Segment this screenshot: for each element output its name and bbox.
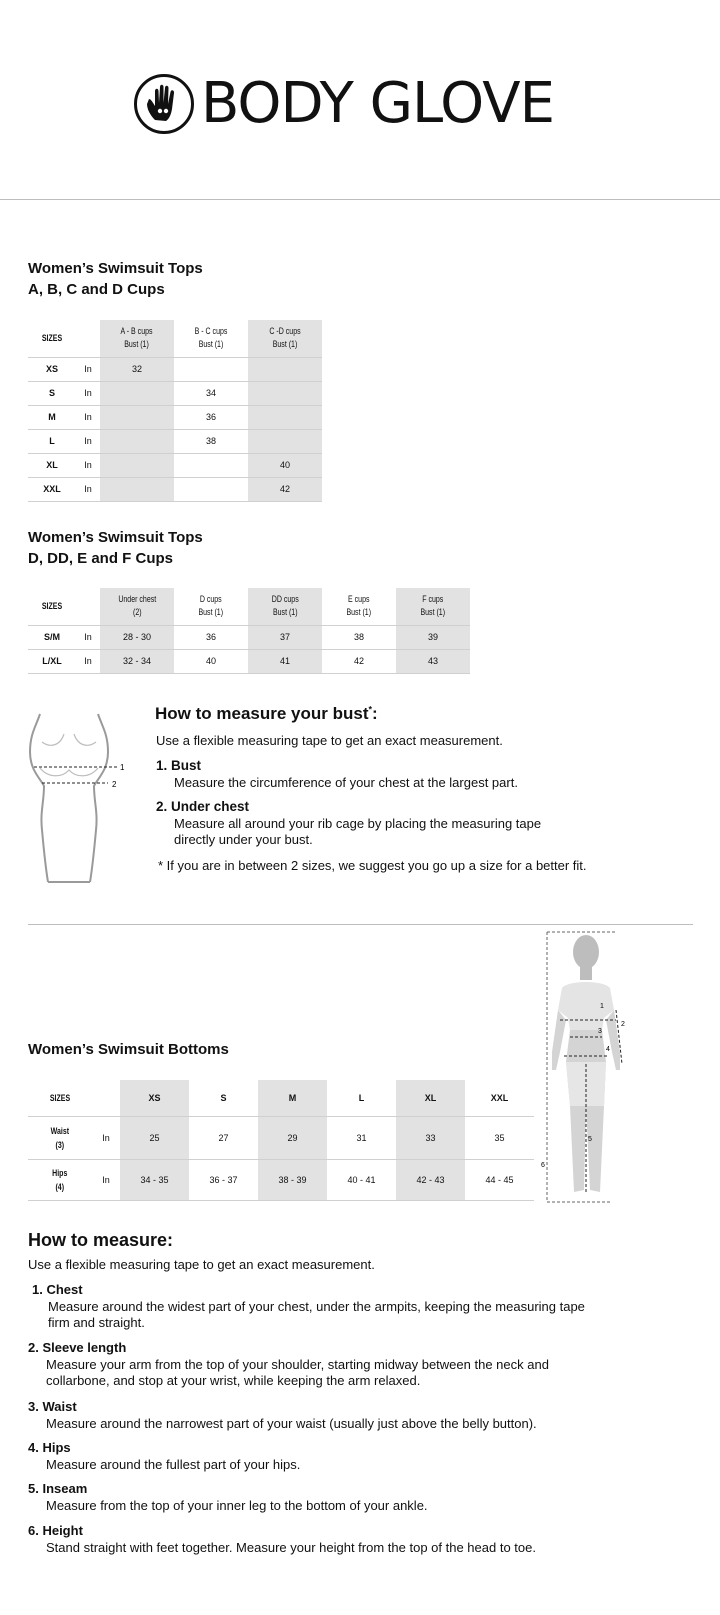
col-header-line1: Under chest	[118, 594, 156, 605]
value-cell: 32	[100, 357, 174, 381]
bust-guide-intro: Use a flexible measuring tape to get an exact measurement.	[156, 733, 503, 748]
value-cell: 39	[396, 625, 470, 649]
value-cell	[248, 429, 322, 453]
value-cell: 38 - 39	[258, 1159, 327, 1200]
tops-df-title	[28, 527, 203, 569]
size-col-header: L	[358, 1092, 365, 1103]
unit-cell: In	[76, 649, 100, 673]
table-row	[28, 429, 322, 453]
measure-step-text: Measure around the narrowest part of your waist (usually just above the belly button).	[46, 1416, 537, 1431]
value-cell: 35	[465, 1116, 534, 1159]
value-cell	[100, 477, 174, 501]
tops-ad-title-line1: Women’s Swimsuit Tops	[28, 260, 203, 277]
tops-df-title-line2: D, DD, E and F Cups	[28, 550, 174, 567]
body-mark-2: 2	[621, 1021, 625, 1028]
value-cell: 42	[248, 477, 322, 501]
value-cell: 25	[120, 1116, 189, 1159]
unit-cell: In	[76, 405, 100, 429]
value-cell: 36	[174, 625, 248, 649]
brand-name: BODY GLOVE	[201, 71, 554, 136]
bust-figure	[26, 712, 136, 884]
size-col-header: XL	[396, 1080, 465, 1116]
col-header-line2: Bust (1)	[420, 607, 446, 618]
measure-step-title: 6. Height	[28, 1523, 83, 1538]
tops-df-table	[28, 588, 470, 674]
table-row	[28, 649, 470, 673]
bust-heading-text: How to measure your bust	[155, 704, 369, 723]
value-cell: 42	[322, 649, 396, 673]
bust-heading-mark: *	[368, 704, 372, 715]
value-cell	[174, 453, 248, 477]
value-cell: 40	[248, 453, 322, 477]
value-cell	[100, 453, 174, 477]
unit-cell: In	[92, 1159, 120, 1200]
measure-guide-intro: Use a flexible measuring tape to get an exact measurement.	[28, 1257, 375, 1272]
table-row	[28, 1159, 534, 1200]
value-cell	[174, 477, 248, 501]
measure-step-title: 3. Waist	[28, 1399, 77, 1414]
unit-cell: In	[76, 453, 100, 477]
col-header-line1: D cups	[200, 594, 222, 605]
col-header-line2: Bust (1)	[346, 607, 372, 618]
bottoms-table	[28, 1080, 534, 1201]
unit-cell: In	[76, 625, 100, 649]
value-cell	[100, 429, 174, 453]
bust-step-text: Measure all around your rib cage by placing the measuring tape directly under your bust.	[174, 816, 542, 847]
bust-footnote: * If you are in between 2 sizes, we suggest you go up a size for a better fit.	[158, 858, 587, 873]
size-cell: S/M	[28, 625, 76, 649]
col-header-line1: DD cups	[271, 594, 299, 605]
table-header-row	[28, 588, 470, 625]
value-cell: 36	[174, 405, 248, 429]
value-cell: 34 - 35	[120, 1159, 189, 1200]
size-cell: XL	[28, 453, 76, 477]
value-cell	[174, 357, 248, 381]
col-header-line1: C -D cups	[269, 326, 301, 337]
tops-df-title-line1: Women’s Swimsuit Tops	[28, 529, 203, 546]
measure-step-text: Measure your arm from the top of your shoulder, starting midway between the neck and collarbone, and stop at your wrist, while keeping the arm relaxed.	[46, 1357, 549, 1388]
row-label-line2: (3)	[55, 1139, 65, 1150]
size-cell: S	[28, 381, 76, 405]
measure-step-title: 2. Sleeve length	[28, 1340, 127, 1355]
unit-cell: In	[76, 429, 100, 453]
col-header-line2: Bust (1)	[124, 339, 150, 350]
bust-step-title: 1. Bust	[156, 758, 202, 773]
bust-mark-2: 2	[112, 780, 117, 789]
table-header-row	[28, 320, 322, 357]
bust-heading-colon: :	[372, 704, 378, 723]
value-cell: 41	[248, 649, 322, 673]
value-cell: 27	[189, 1116, 258, 1159]
table-row	[28, 381, 322, 405]
table-row	[28, 453, 322, 477]
value-cell: 37	[248, 625, 322, 649]
header-divider	[0, 199, 720, 200]
row-label-line1: Hips	[52, 1167, 68, 1178]
body-mark-1: 1	[600, 1003, 604, 1010]
table-row	[28, 625, 470, 649]
table-row	[28, 405, 322, 429]
col-header-line2: Bust (1)	[272, 607, 298, 618]
sizes-label: SIZES	[41, 601, 63, 612]
tops-ad-title	[28, 258, 203, 300]
measure-step-title: 5. Inseam	[28, 1481, 88, 1496]
col-header-line1: E cups	[348, 594, 370, 605]
value-cell: 40	[174, 649, 248, 673]
value-cell: 33	[396, 1116, 465, 1159]
measure-step-text: Stand straight with feet together. Measure your height from the top of the head to toe.	[46, 1540, 536, 1555]
size-col-header: XS	[120, 1080, 189, 1116]
unit-cell: In	[76, 381, 100, 405]
measure-step-title: 4. Hips	[28, 1440, 71, 1455]
size-col-header: XXL	[490, 1092, 509, 1103]
value-cell: 34	[174, 381, 248, 405]
value-cell: 31	[327, 1116, 396, 1159]
value-cell: 32 - 34	[100, 649, 174, 673]
sizes-label: SIZES	[49, 1092, 71, 1103]
value-cell: 38	[322, 625, 396, 649]
measure-step-text: Measure around the fullest part of your hips.	[46, 1457, 301, 1472]
value-cell: 43	[396, 649, 470, 673]
bust-mark-1: 1	[120, 763, 125, 772]
value-cell	[100, 381, 174, 405]
col-header-line2: Bust (1)	[272, 339, 298, 350]
measure-step-text: Measure from the top of your inner leg to the bottom of your ankle.	[46, 1498, 428, 1513]
tops-ad-title-line2: A, B, C and D Cups	[28, 281, 165, 298]
value-cell: 42 - 43	[396, 1159, 465, 1200]
body-mark-3: 3	[598, 1028, 602, 1035]
value-cell	[248, 381, 322, 405]
size-cell: L/XL	[28, 649, 76, 673]
unit-cell: In	[92, 1116, 120, 1159]
tops-ad-table	[28, 320, 322, 502]
body-mark-5: 5	[588, 1136, 592, 1143]
table-row	[28, 357, 322, 381]
value-cell: 38	[174, 429, 248, 453]
col-header-line2: Bust (1)	[198, 339, 224, 350]
bust-guide-heading	[155, 704, 378, 724]
measure-step-text: Measure around the widest part of your chest, under the armpits, keeping the measuring tape firm and straight.	[48, 1299, 585, 1330]
col-header-line1: F cups	[422, 594, 444, 605]
body-mark-4: 4	[606, 1046, 610, 1053]
brand-logo	[133, 72, 554, 136]
col-header-line1: B - C cups	[194, 326, 228, 337]
value-cell: 29	[258, 1116, 327, 1159]
value-cell	[100, 405, 174, 429]
hand-icon	[133, 73, 195, 135]
measure-step-title: 1. Chest	[32, 1282, 83, 1297]
size-cell: M	[28, 405, 76, 429]
unit-cell: In	[76, 357, 100, 381]
value-cell	[248, 357, 322, 381]
row-label-line1: Waist	[50, 1125, 70, 1136]
measure-guide-heading: How to measure:	[28, 1230, 174, 1250]
body-figure	[540, 930, 640, 1206]
size-col-header: M	[258, 1080, 327, 1116]
sizes-label: SIZES	[41, 333, 63, 344]
unit-cell: In	[76, 477, 100, 501]
section-divider	[28, 924, 693, 925]
value-cell: 40 - 41	[327, 1159, 396, 1200]
table-row	[28, 1116, 534, 1159]
value-cell: 44 - 45	[465, 1159, 534, 1200]
size-cell: XXL	[28, 477, 76, 501]
row-label-line2: (4)	[55, 1181, 65, 1192]
size-col-header: S	[220, 1092, 227, 1103]
bust-step-text: Measure the circumference of your chest at the largest part.	[174, 775, 518, 790]
bust-step-title: 2. Under chest	[156, 799, 250, 814]
col-header-line1: A - B cups	[120, 326, 154, 337]
value-cell	[248, 405, 322, 429]
size-cell: XS	[28, 357, 76, 381]
value-cell: 36 - 37	[189, 1159, 258, 1200]
bottoms-title: Women’s Swimsuit Bottoms	[28, 1041, 229, 1058]
col-header-line2: (2)	[132, 607, 142, 618]
size-cell: L	[28, 429, 76, 453]
table-header-row	[28, 1080, 534, 1116]
value-cell: 28 - 30	[100, 625, 174, 649]
table-row	[28, 477, 322, 501]
body-mark-6: 6	[541, 1162, 545, 1169]
col-header-line2: Bust (1)	[198, 607, 224, 618]
